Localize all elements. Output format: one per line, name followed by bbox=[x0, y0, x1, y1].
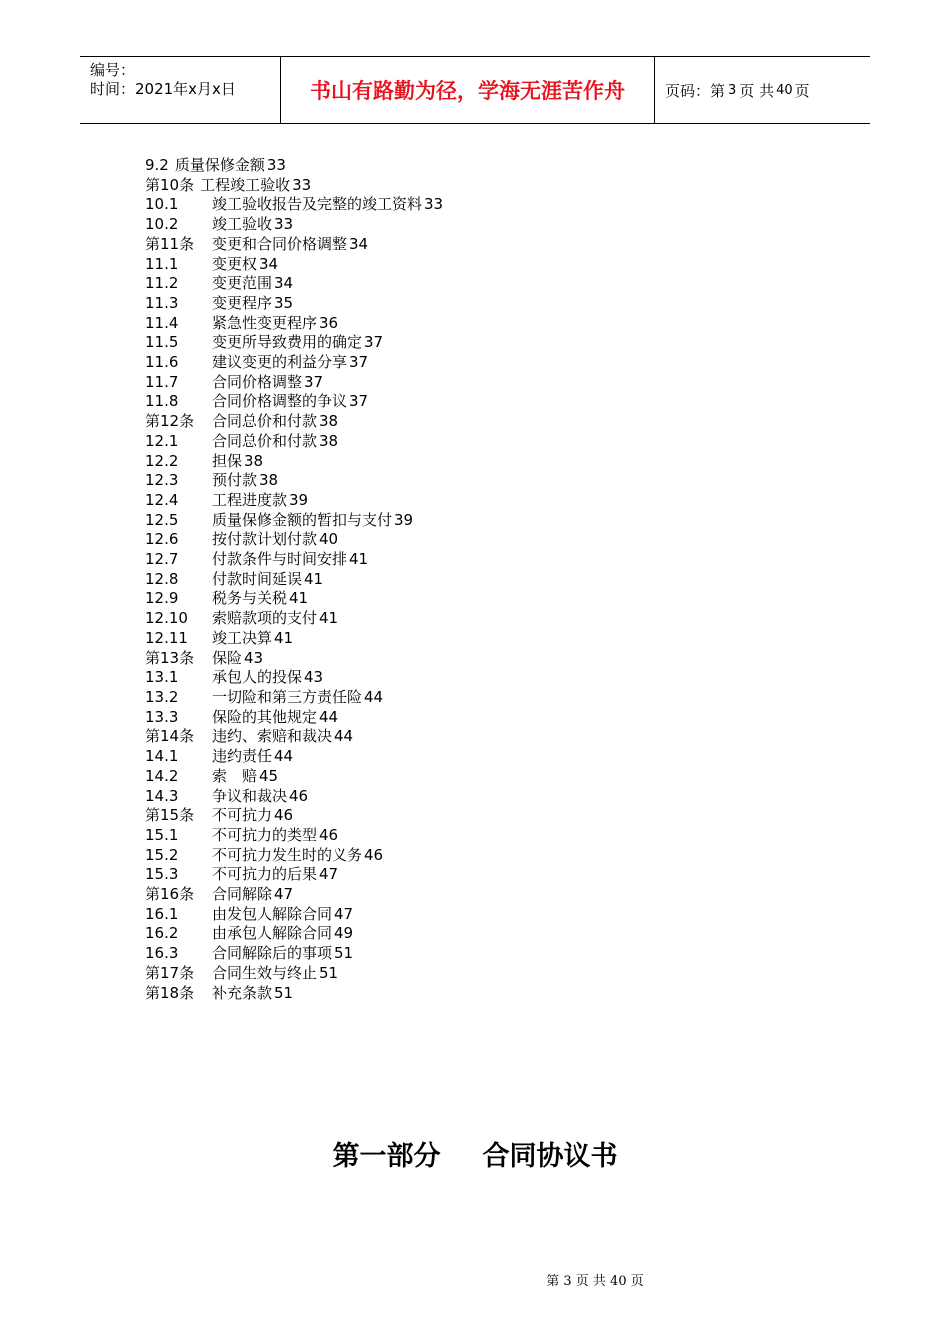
toc-entry-title: 补充条款 bbox=[212, 983, 273, 1002]
toc-entry-number: 16.2 bbox=[145, 924, 179, 943]
part-title bbox=[0, 1134, 950, 1173]
toc-entry-page: 43 bbox=[244, 648, 264, 667]
toc-entry[interactable] bbox=[145, 274, 443, 294]
toc-entry[interactable] bbox=[145, 885, 443, 905]
toc-entry[interactable] bbox=[145, 530, 443, 550]
toc-entry-page: 41 bbox=[304, 569, 324, 588]
toc-entry[interactable] bbox=[145, 550, 443, 570]
toc-entry[interactable] bbox=[145, 924, 443, 944]
toc-entry-number: 11.5 bbox=[145, 333, 179, 352]
toc-entry-page: 37 bbox=[349, 353, 369, 372]
toc-entry-title: 付款时间延误 bbox=[212, 569, 303, 588]
toc-entry[interactable] bbox=[145, 491, 443, 511]
toc-entry-title: 竣工决算 bbox=[212, 628, 273, 647]
toc-entry-title: 变更权 bbox=[212, 254, 258, 273]
toc-entry[interactable] bbox=[145, 511, 443, 531]
page-total: 40 bbox=[776, 82, 793, 98]
toc-entry-page: 44 bbox=[334, 727, 354, 746]
toc-entry-title: 质量保修金额的暂扣与支付 bbox=[212, 510, 393, 529]
toc-entry-page: 34 bbox=[274, 274, 294, 293]
toc-entry-page: 38 bbox=[319, 431, 339, 450]
toc-entry-page: 38 bbox=[319, 412, 339, 431]
page-number: 3 bbox=[728, 82, 737, 98]
toc-entry-page: 38 bbox=[259, 471, 279, 490]
toc-entry[interactable] bbox=[145, 235, 443, 255]
table-of-contents bbox=[145, 156, 443, 1003]
toc-entry-title: 竣工验收报告及完整的竣工资料 bbox=[212, 195, 423, 214]
toc-entry-number: 14.2 bbox=[145, 766, 179, 785]
toc-entry[interactable] bbox=[145, 708, 443, 728]
toc-entry-number: 11.8 bbox=[145, 392, 179, 411]
toc-entry-page: 36 bbox=[319, 313, 339, 332]
toc-entry-page: 47 bbox=[334, 904, 354, 923]
toc-entry[interactable] bbox=[145, 452, 443, 472]
toc-entry-page: 33 bbox=[266, 156, 286, 174]
toc-entry-title: 由承包人解除合同 bbox=[212, 924, 333, 943]
toc-entry-number: 第12条 bbox=[145, 412, 195, 431]
toc-entry[interactable] bbox=[145, 176, 443, 196]
toc-entry-title: 争议和裁决 bbox=[212, 786, 288, 805]
toc-entry-title: 合同总价和付款 bbox=[212, 431, 318, 450]
toc-entry-page: 38 bbox=[244, 451, 264, 470]
toc-entry-page: 35 bbox=[274, 293, 294, 312]
toc-entry-page: 43 bbox=[304, 668, 324, 687]
toc-entry-page: 44 bbox=[274, 747, 294, 766]
toc-entry-number: 10.2 bbox=[145, 215, 179, 234]
toc-entry-page: 45 bbox=[259, 766, 279, 785]
toc-entry-title: 索赔款项的支付 bbox=[212, 609, 318, 628]
toc-entry[interactable] bbox=[145, 195, 443, 215]
toc-entry-number: 第15条 bbox=[145, 806, 195, 825]
toc-entry-page: 33 bbox=[274, 215, 294, 234]
toc-entry-page: 46 bbox=[289, 786, 309, 805]
header-page-info bbox=[655, 57, 870, 123]
toc-entry[interactable] bbox=[145, 255, 443, 275]
toc-entry-title: 不可抗力 bbox=[212, 806, 273, 825]
toc-entry[interactable] bbox=[145, 944, 443, 964]
toc-entry-title: 变更所导致费用的确定 bbox=[212, 333, 363, 352]
toc-entry-title: 建议变更的利益分享 bbox=[212, 353, 348, 372]
toc-entry-page: 37 bbox=[364, 333, 384, 352]
toc-entry-page: 44 bbox=[364, 687, 384, 706]
toc-entry-number: 12.9 bbox=[145, 589, 179, 608]
toc-entry-number: 15.1 bbox=[145, 825, 179, 844]
toc-entry-title: 工程进度款 bbox=[212, 490, 288, 509]
toc-entry-title: 合同总价和付款 bbox=[212, 412, 318, 431]
toc-entry-page: 33 bbox=[292, 175, 312, 194]
toc-entry-page: 44 bbox=[319, 707, 339, 726]
toc-entry-title: 合同生效与终止 bbox=[212, 963, 318, 982]
toc-entry[interactable] bbox=[145, 333, 443, 353]
toc-entry-number: 12.3 bbox=[145, 471, 179, 490]
toc-entry-number: 11.7 bbox=[145, 372, 179, 391]
toc-entry-number: 15.3 bbox=[145, 865, 179, 884]
page-mid: 页 共 bbox=[739, 81, 775, 100]
toc-entry-page: 34 bbox=[259, 254, 279, 273]
doc-date-label: 时间：2021年x月x日 bbox=[90, 80, 236, 98]
toc-entry-page: 37 bbox=[304, 372, 324, 391]
toc-entry[interactable] bbox=[145, 589, 443, 609]
toc-entry-title: 合同解除后的事项 bbox=[212, 944, 333, 963]
toc-entry-title: 税务与关税 bbox=[212, 589, 288, 608]
toc-entry-number: 11.3 bbox=[145, 293, 179, 312]
toc-entry-title: 索 赔 bbox=[212, 766, 258, 785]
toc-entry-number: 第11条 bbox=[145, 234, 195, 253]
toc-entry-title: 不可抗力的类型 bbox=[212, 825, 318, 844]
toc-entry-number: 12.6 bbox=[145, 530, 179, 549]
toc-entry-title: 违约责任 bbox=[212, 747, 273, 766]
toc-entry-title: 保险 bbox=[212, 648, 243, 667]
toc-entry-page: 49 bbox=[334, 924, 354, 943]
toc-entry-number: 第17条 bbox=[145, 963, 195, 982]
toc-entry[interactable] bbox=[145, 412, 443, 432]
toc-entry-title: 由发包人解除合同 bbox=[212, 904, 333, 923]
toc-entry-title: 变更程序 bbox=[212, 293, 273, 312]
toc-entry-number: 16.3 bbox=[145, 944, 179, 963]
toc-entry-number: 11.2 bbox=[145, 274, 179, 293]
toc-entry[interactable] bbox=[145, 570, 443, 590]
toc-entry-number: 第18条 bbox=[145, 983, 195, 1002]
toc-entry-title: 紧急性变更程序 bbox=[212, 313, 318, 332]
toc-entry[interactable] bbox=[145, 984, 443, 1004]
toc-entry-page: 37 bbox=[349, 392, 369, 411]
toc-entry[interactable] bbox=[145, 373, 443, 393]
part-title-name: 合同协议书 bbox=[482, 1141, 618, 1172]
toc-entry-number: 11.6 bbox=[145, 353, 179, 372]
toc-entry-number: 13.3 bbox=[145, 707, 179, 726]
toc-entry-title: 质量保修金额 bbox=[174, 156, 265, 174]
toc-entry-number: 13.2 bbox=[145, 687, 179, 706]
toc-entry-title: 违约、索赔和裁决 bbox=[212, 727, 333, 746]
page-header bbox=[80, 56, 870, 124]
toc-entry[interactable] bbox=[145, 688, 443, 708]
toc-entry[interactable] bbox=[145, 767, 443, 787]
toc-entry-title: 一切险和第三方责任险 bbox=[212, 687, 363, 706]
toc-entry-page: 33 bbox=[424, 195, 444, 214]
toc-entry-page: 39 bbox=[289, 490, 309, 509]
toc-entry[interactable] bbox=[145, 215, 443, 235]
toc-entry[interactable] bbox=[145, 787, 443, 807]
toc-entry-title: 保险的其他规定 bbox=[212, 707, 318, 726]
toc-entry[interactable] bbox=[145, 727, 443, 747]
toc-entry-page: 39 bbox=[394, 510, 414, 529]
toc-entry-number: 12.8 bbox=[145, 569, 179, 588]
page-footer: 第 3 页 共 40 页 bbox=[546, 1274, 644, 1289]
toc-entry-title: 变更和合同价格调整 bbox=[212, 234, 348, 253]
toc-entry-page: 51 bbox=[274, 983, 294, 1002]
toc-entry[interactable] bbox=[145, 314, 443, 334]
toc-entry[interactable] bbox=[145, 649, 443, 669]
toc-entry-number: 12.11 bbox=[145, 628, 188, 647]
toc-entry-title: 工程竣工验收 bbox=[200, 175, 291, 194]
toc-entry-title: 竣工验收 bbox=[212, 215, 273, 234]
toc-entry-title: 按付款计划付款 bbox=[212, 530, 318, 549]
toc-entry[interactable] bbox=[145, 353, 443, 373]
toc-entry-number: 13.1 bbox=[145, 668, 179, 687]
toc-entry[interactable] bbox=[145, 471, 443, 491]
toc-entry[interactable] bbox=[145, 668, 443, 688]
page-prefix: 页码：第 bbox=[665, 81, 726, 100]
toc-entry-number: 9.2 bbox=[145, 156, 169, 174]
toc-entry[interactable] bbox=[145, 905, 443, 925]
toc-entry[interactable] bbox=[145, 846, 443, 866]
toc-entry-title: 不可抗力的后果 bbox=[212, 865, 318, 884]
toc-entry-title: 承包人的投保 bbox=[212, 668, 303, 687]
toc-entry-page: 41 bbox=[289, 589, 309, 608]
toc-entry-title: 付款条件与时间安排 bbox=[212, 550, 348, 569]
doc-number-label: 编号： bbox=[90, 61, 136, 79]
toc-entry-number: 16.1 bbox=[145, 904, 179, 923]
toc-entry[interactable] bbox=[145, 156, 443, 176]
toc-entry-number: 15.2 bbox=[145, 845, 179, 864]
toc-entry[interactable] bbox=[145, 294, 443, 314]
toc-entry-number: 11.4 bbox=[145, 313, 179, 332]
toc-entry-title: 合同价格调整的争议 bbox=[212, 392, 348, 411]
toc-entry[interactable] bbox=[145, 392, 443, 412]
toc-entry[interactable] bbox=[145, 806, 443, 826]
toc-entry-page: 51 bbox=[334, 944, 354, 963]
toc-entry-page: 51 bbox=[319, 963, 339, 982]
toc-entry-number: 12.1 bbox=[145, 431, 179, 450]
toc-entry-page: 34 bbox=[349, 234, 369, 253]
toc-entry[interactable] bbox=[145, 964, 443, 984]
toc-entry-title: 合同解除 bbox=[212, 885, 273, 904]
toc-entry-title: 合同价格调整 bbox=[212, 372, 303, 391]
toc-entry-page: 46 bbox=[274, 806, 294, 825]
toc-entry-page: 46 bbox=[319, 825, 339, 844]
toc-entry-title: 变更范围 bbox=[212, 274, 273, 293]
toc-entry[interactable] bbox=[145, 629, 443, 649]
toc-entry-number: 12.4 bbox=[145, 490, 179, 509]
part-title-part: 第一部分 bbox=[332, 1141, 441, 1172]
toc-entry-number: 12.5 bbox=[145, 510, 179, 529]
toc-entry-number: 第16条 bbox=[145, 885, 195, 904]
toc-entry-number: 第10条 bbox=[145, 175, 195, 194]
toc-entry-number: 10.1 bbox=[145, 195, 179, 214]
page-suffix: 页 bbox=[794, 81, 810, 100]
toc-entry[interactable] bbox=[145, 747, 443, 767]
toc-entry[interactable] bbox=[145, 432, 443, 452]
toc-entry-title: 担保 bbox=[212, 451, 243, 470]
toc-entry-number: 第13条 bbox=[145, 648, 195, 667]
toc-entry-page: 41 bbox=[349, 550, 369, 569]
toc-entry[interactable] bbox=[145, 826, 443, 846]
toc-entry-number: 14.3 bbox=[145, 786, 179, 805]
toc-entry-page: 41 bbox=[319, 609, 339, 628]
toc-entry-number: 11.1 bbox=[145, 254, 179, 273]
toc-entry-number: 12.10 bbox=[145, 609, 188, 628]
toc-entry-title: 不可抗力发生时的义务 bbox=[212, 845, 363, 864]
toc-entry-number: 第14条 bbox=[145, 727, 195, 746]
toc-entry-page: 47 bbox=[319, 865, 339, 884]
toc-entry-page: 40 bbox=[319, 530, 339, 549]
toc-entry-number: 14.1 bbox=[145, 747, 179, 766]
toc-entry[interactable] bbox=[145, 609, 443, 629]
toc-entry[interactable] bbox=[145, 865, 443, 885]
toc-entry-number: 12.2 bbox=[145, 451, 179, 470]
toc-entry-page: 41 bbox=[274, 628, 294, 647]
toc-entry-page: 47 bbox=[274, 885, 294, 904]
header-motto: 书山有路勤为径，学海无涯苦作舟 bbox=[281, 57, 655, 123]
header-meta bbox=[80, 57, 281, 123]
toc-entry-title: 预付款 bbox=[212, 471, 258, 490]
toc-entry-number: 12.7 bbox=[145, 550, 179, 569]
toc-entry-page: 46 bbox=[364, 845, 384, 864]
